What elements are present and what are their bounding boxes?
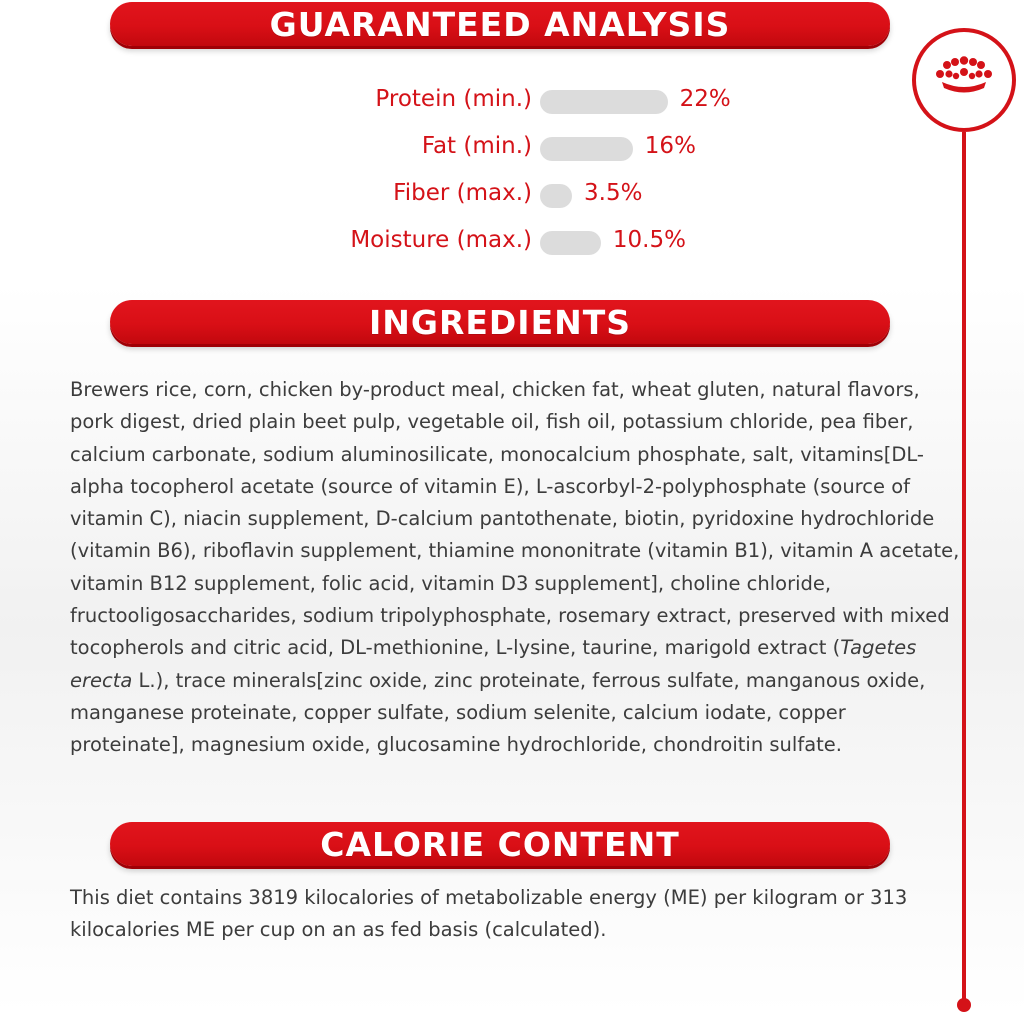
- analysis-row-moisture: [0, 221, 900, 265]
- analysis-label: Fat (min.): [421, 133, 532, 159]
- crown-logo-badge: [912, 28, 1016, 132]
- analysis-bar: [540, 90, 668, 114]
- rail-end-dot: [957, 998, 971, 1012]
- analysis-row-fat: [0, 127, 900, 171]
- calorie-content-title: CALORIE CONTENT: [320, 824, 680, 864]
- ingredients-banner: [110, 300, 890, 344]
- ingredients-italic-botanical-name: Tagetes erecta: [70, 636, 917, 692]
- analysis-value: 16%: [644, 133, 696, 159]
- analysis-bar: [540, 137, 633, 161]
- ingredients-text-part-1: Brewers rice, corn, chicken by-product meal, chicken fat, wheat gluten, natural flavors, pork digest, dried plain beet pulp, vegetable oil, fish oil, potassium chloride, pea fiber, calcium carbonate, sodium aluminosilicate, monocalcium phosphate, salt, vitamins[DL-alpha tocopherol acetate (source of vitamin E), L-ascorbyl-2-polyphosphate (source of vitamin C), niacin supplement, D-calcium pantothenate, biotin, pyridoxine hydrochloride (vitamin B6), riboflavin supplement, thiamine mononitrate (vitamin B1), vitamin A acetate, vitamin B12 supplement, folic acid, vitamin D3 supplement], choline chloride, fructooligosaccharides, sodium tripolyphosphate, rosemary extract, preserved with mixed tocopherols and citric acid, DL-methionine, L-lysine, taurine, marigold extract (: [70, 378, 960, 660]
- guaranteed-analysis-banner: [110, 2, 890, 46]
- ingredients-text-part-2: L.), trace minerals[zinc oxide, zinc proteinate, ferrous sulfate, manganous oxide, manganese proteinate, copper sulfate, sodium selenite, calcium iodate, copper proteinate], magnesium oxide, glucosamine hydrochloride, chondroitin sulfate.: [70, 668, 926, 757]
- analysis-row-fiber: [0, 174, 900, 218]
- analysis-value: 10.5%: [612, 227, 686, 253]
- analysis-label: Moisture (max.): [350, 227, 532, 253]
- analysis-row-protein: [0, 80, 900, 124]
- side-rail: [910, 28, 1022, 1013]
- rail-line: [962, 132, 966, 1004]
- calorie-content-text: This diet contains 3819 kilocalories of metabolizable energy (ME) per kilogram or 313 kilocalories ME per cup on an as fed basis (calculated).: [70, 886, 908, 942]
- guaranteed-analysis-title: GUARANTEED ANALYSIS: [269, 4, 731, 44]
- ingredients-title: INGREDIENTS: [368, 302, 632, 342]
- ingredients-text: [70, 374, 960, 762]
- crown-icon: [916, 32, 1012, 128]
- analysis-label: Fiber (max.): [393, 180, 532, 206]
- analysis-bar: [540, 231, 601, 255]
- calorie-content-banner: [110, 822, 890, 866]
- analysis-value: 3.5%: [584, 180, 643, 206]
- analysis-bar: [540, 184, 572, 208]
- analysis-label: Protein (min.): [375, 86, 532, 112]
- analysis-value: 22%: [679, 86, 731, 112]
